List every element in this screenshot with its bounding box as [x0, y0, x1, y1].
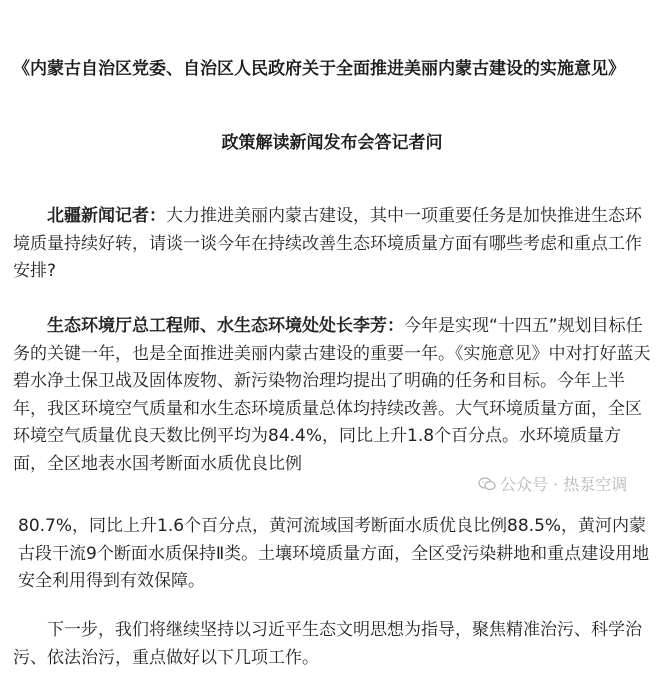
- wechat-icon: [478, 477, 496, 491]
- question-speaker: 北疆新闻记者：: [47, 206, 166, 226]
- question-text: 大力推进美丽内蒙古建设，其中一项重要任务是加快推进生态环境质量持续好转，请谈一谈今年在持续改善生态环境质量方面有哪些考虑和重点工作安排?: [13, 206, 642, 281]
- answer-speaker: 生态环境厅总工程师、水生态环境处处长李芳：: [47, 316, 404, 336]
- watermark-text: 公众号 · 热泵空调: [500, 475, 628, 494]
- document-subtitle: 政策解读新闻发布会答记者问: [221, 133, 443, 153]
- next-step-paragraph: 下一步，我们将继续坚持以习近平生态文明思想为指导，聚焦精准治污、科学治污、依法治污，重点做好以下几项工作。: [13, 620, 642, 668]
- answer-continuation-paragraph: 80.7%，同比上升1.6个百分点，黄河流域国考断面水质优良比例88.5%，黄河内蒙古段干流9个断面水质保持Ⅱ类。土壤环境质量方面，全区受污染耕地和重点建设用地安全利用得到有效保障。: [18, 516, 650, 591]
- answer-text: 今年是实现“十四五”规划目标任务的关键一年，也是全面推进美丽内蒙古建设的重要一年。《实施意见》中对打好蓝天碧水净土保卫战及固体废物、新污染物治理均提出了明确的任务和目标。今年上半年，我区环境空气质量和水生态环境质量总体均持续改善。大气环境质量方面，全区环境空气质量优良天数比例平均为84.4%，同比上升1.8个百分点。水环境质量方面，全区地表水国考断面水质优良比例: [13, 316, 651, 474]
- answer-paragraph: [13, 313, 651, 478]
- watermark: [478, 472, 627, 495]
- question-paragraph: [13, 203, 651, 286]
- document-title: 《内蒙古自治区党委、自治区人民政府关于全面推进美丽内蒙古建设的实施意见》: [13, 59, 625, 79]
